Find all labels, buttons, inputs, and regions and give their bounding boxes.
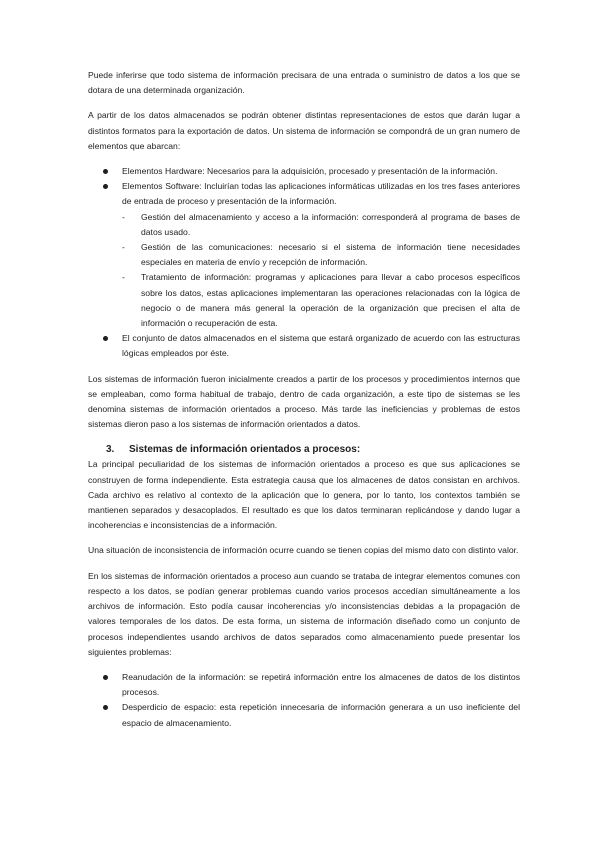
bullet-icon <box>103 705 108 710</box>
dash-marker: - <box>122 242 125 253</box>
bullet-icon <box>103 675 108 680</box>
intro-paragraph-2: A partir de los datos almacenados se podrán obtener distintas representaciones de estos que darán lugar a distintos formatos para la exportación de datos. Un sistema de información se compondrá de un gran numero de elementos que abarcan: <box>88 110 520 151</box>
systems-paragraph: Los sistemas de información fueron inicialmente creados a partir de los procesos y procedimientos internos que se empleaban, como forma habitual de trabajo, dentro de cada organización, a este tipo de sistemas se les denomina sistemas de información orientados a proceso. Más tarde las ineficiencias y problemas de estos sistemas dieron paso a los sistemas de información orientados a datos. <box>88 373 520 430</box>
section-title: Sistemas de información orientados a procesos: <box>129 444 361 456</box>
section-heading <box>88 442 520 457</box>
bullet-icon <box>103 184 108 189</box>
bullet-icon <box>103 169 108 174</box>
list-item <box>88 700 520 730</box>
section-number: 3. <box>106 444 115 456</box>
sublist-item-text: Gestión del almacenamiento y acceso a la información: corresponderá al programa de bases de datos usado. <box>141 211 520 237</box>
dash-marker: - <box>122 211 125 222</box>
problems-paragraph: En los sistemas de información orientados a proceso aun cuando se trataba de integrar elementos comunes con respecto a los datos, se podían generar problemas cuando varios procesos accedían simultáneamente a los archivos de información. Esto podía causar incoherencias y/o inconsistencias debidas a la propagación de valores temporales de los datos. De esta forma, un sistema de información diseñado como un conjunto de procesos independientes usando archivos de datos separados como almacenamiento puede presentar los siguientes problemas: <box>88 570 520 657</box>
document-page <box>88 68 520 741</box>
list-item <box>88 179 520 331</box>
intro-paragraph-1: Puede inferirse que todo sistema de información precisara de una entrada o suministro de datos a los que se dotara de una determinada organización. <box>88 70 520 96</box>
list-item-text: Reanudación de la información: se repetirá información entre los almacenes de datos de los distintos procesos. <box>122 671 520 698</box>
list-item <box>88 164 520 179</box>
list-item-text: Desperdicio de espacio: esta repetición innecesaria de información generara a un uso ineficiente del espacio de almacenamiento. <box>122 702 520 728</box>
inconsistency-paragraph: Una situación de inconsistencia de información ocurre cuando se tienen copias del mismo dato con distinto valor. <box>88 545 519 556</box>
sublist-item-text: Tratamiento de información: programas y aplicaciones para llevar a cabo procesos específicos sobre los datos, estas aplicaciones implementaran las operaciones relacionadas con la lógica de negocio o de manera más general la operación de la organización que precisen el alta de información o recuperación de esta. <box>141 272 520 329</box>
bullet-icon <box>103 336 108 341</box>
sublist-item <box>122 240 520 270</box>
dash-marker: - <box>122 272 125 283</box>
peculiarity-paragraph: La principal peculiaridad de los sistemas de información orientados a proceso es que sus aplicaciones se construyen de forma independiente. Esta estrategia causa que los almacenes de datos consistan en archivos. Cada archivo es relativo al contexto de la aplicación que lo genera, por lo tanto, los contextos también se mantienen separados y desacoplados. El resultado es que los datos terminaran replicándose y dando lugar a incoherencias e inconsistencias de a información. <box>88 459 520 531</box>
list-item-text: El conjunto de datos almacenados en el sistema que estará organizado de acuerdo con las estructuras lógicas empleados por éste. <box>122 333 520 359</box>
sublist-item <box>122 210 520 240</box>
list-item-text: Elementos Hardware: Necesarios para la adquisición, procesado y presentación de la información. <box>122 166 498 177</box>
sublist-item-text: Gestión de las comunicaciones: necesario si el sistema de información tiene necesidades especiales en materia de envío y recepción de información. <box>141 242 520 268</box>
problems-list <box>88 670 520 731</box>
software-sublist <box>122 210 520 332</box>
list-item <box>88 670 520 700</box>
list-item <box>88 331 520 361</box>
sublist-item <box>122 270 520 331</box>
list-item-text: Elementos Software: Incluirían todas las aplicaciones informáticas utilizadas en los tres fases anteriores de entrada de proceso y presentación de la información. <box>122 181 520 207</box>
elements-list <box>88 164 520 362</box>
